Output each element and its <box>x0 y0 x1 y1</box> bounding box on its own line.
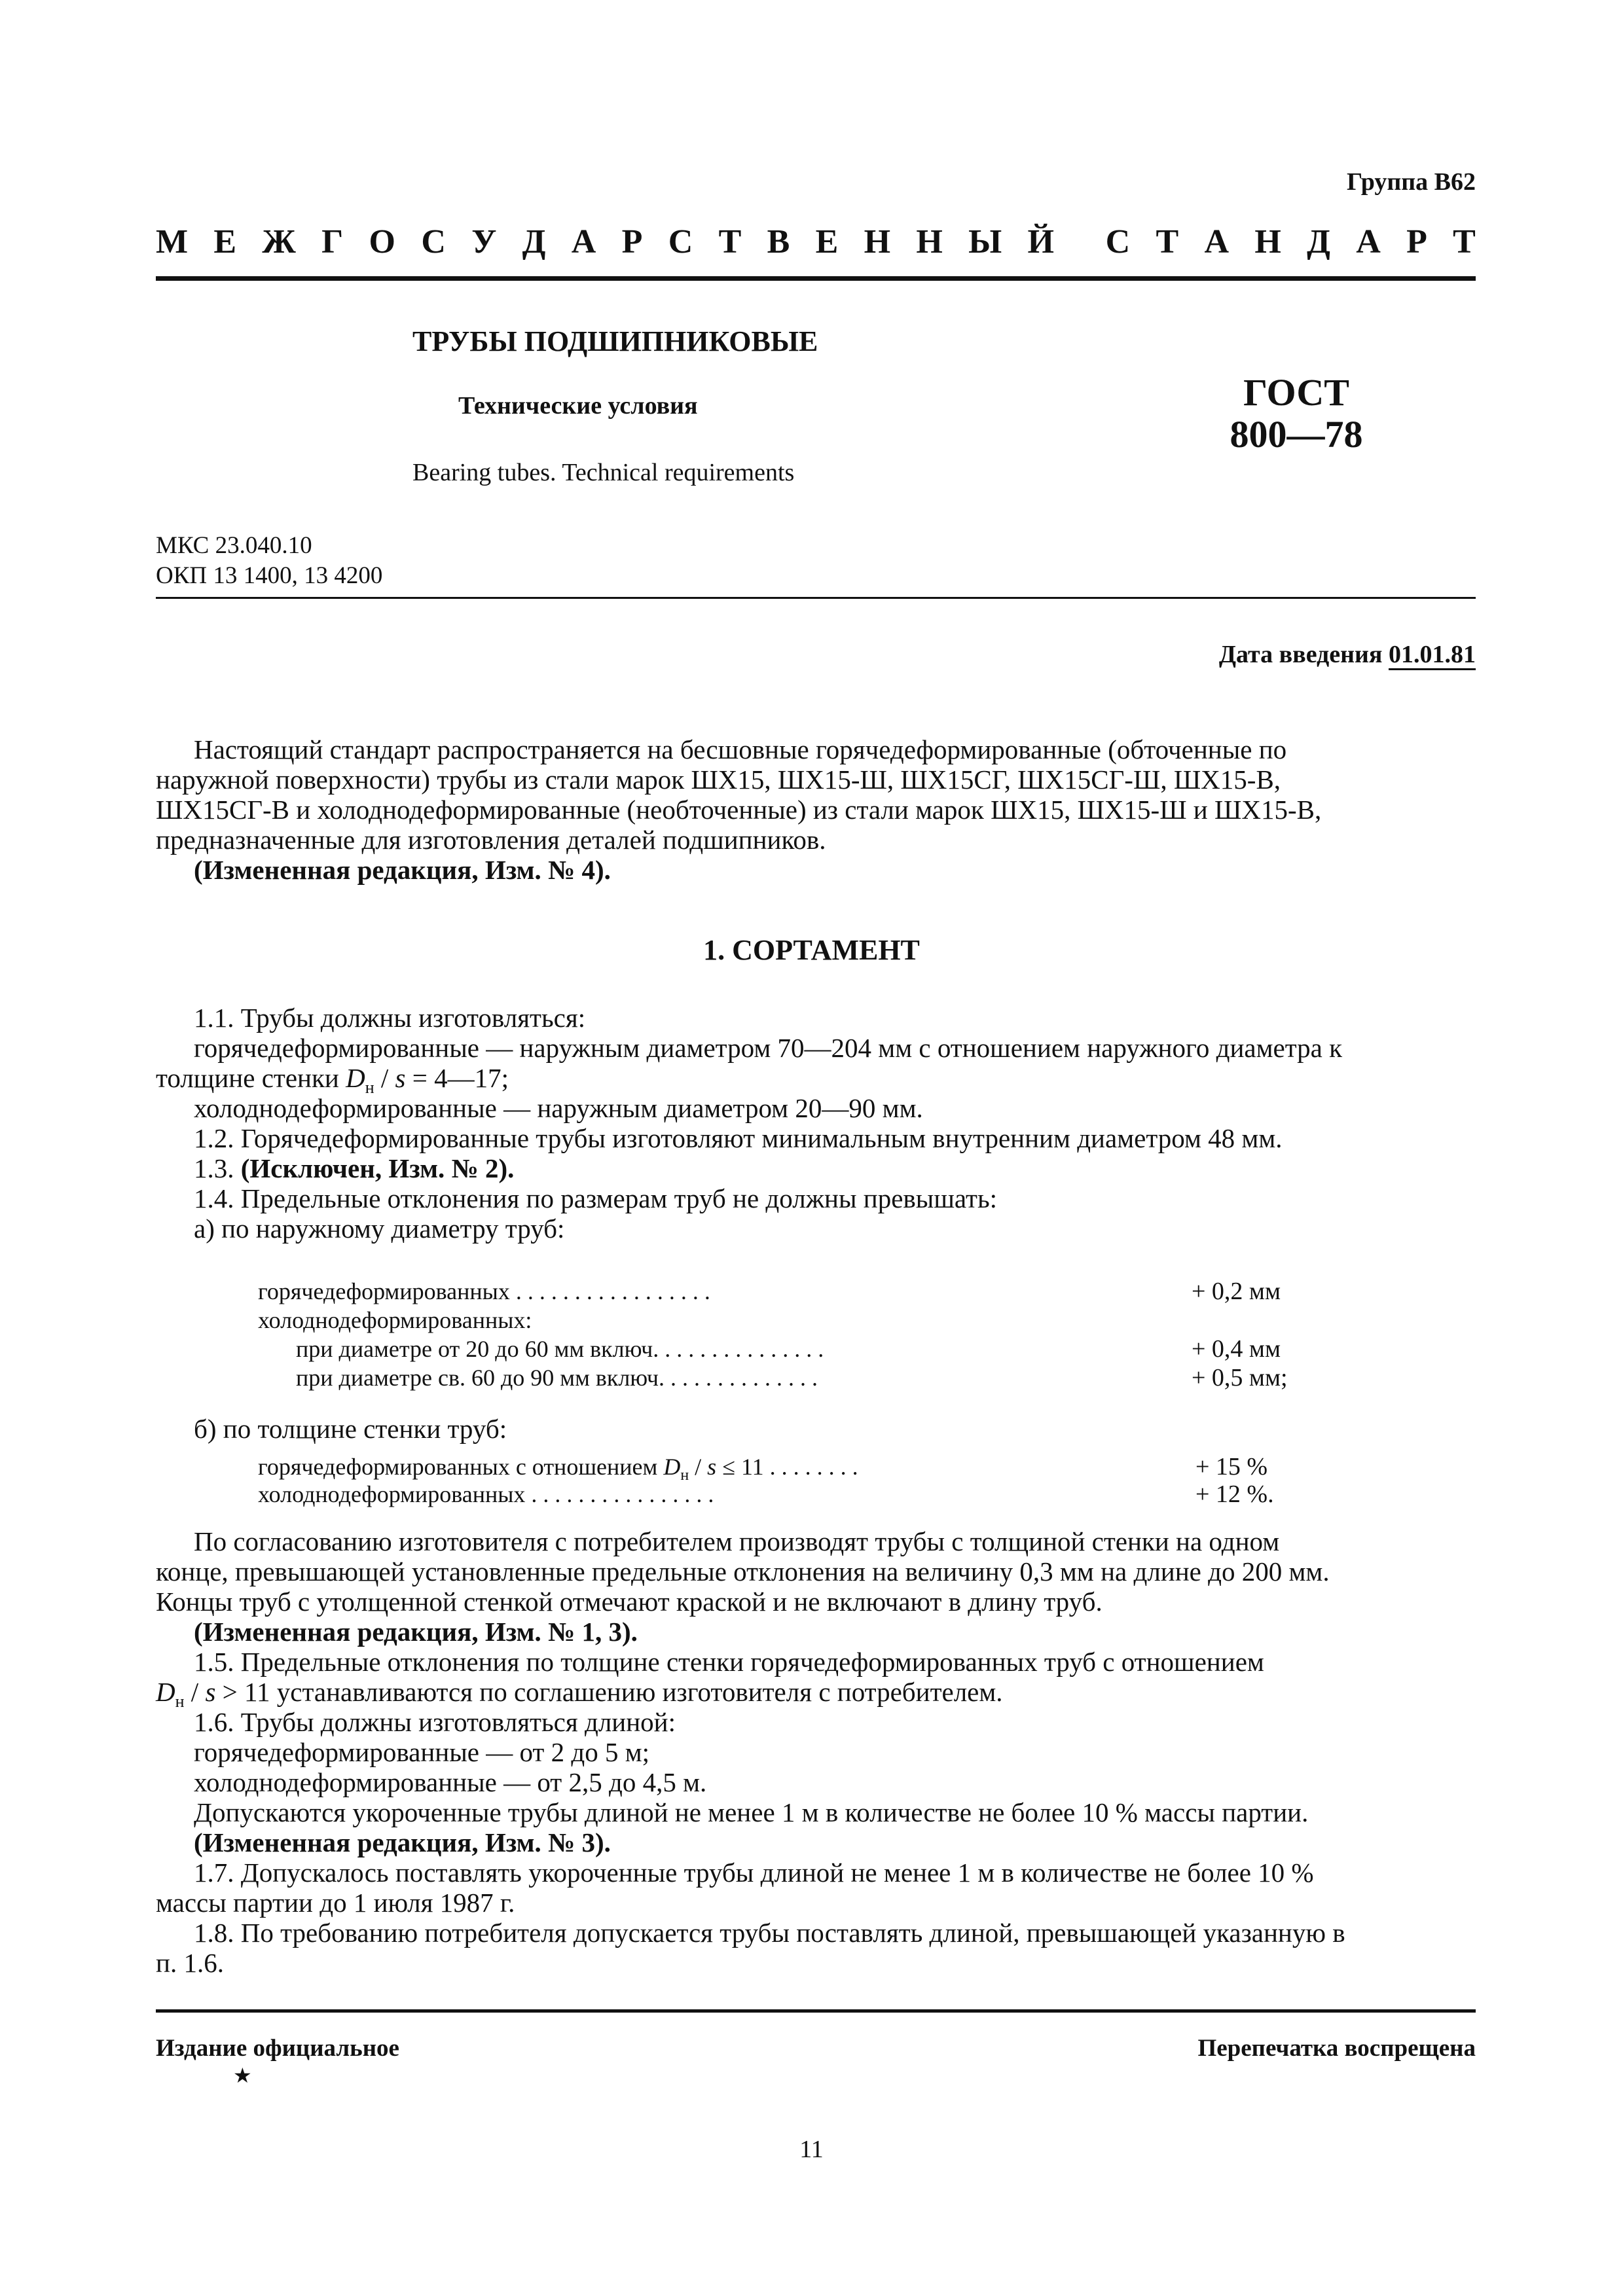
document-title: ТРУБЫ ПОДШИПНИКОВЫЕ <box>412 325 818 357</box>
clause-1-1-hot-ratio: толщине стенки $D_н$ / s = 4—17; <box>156 1063 509 1098</box>
diameter-row-label: холоднодеформированных: <box>258 1307 532 1333</box>
intro-line: ШХ15СГ-В и холоднодеформированные (необточенные) из стали марок ШХ15, ШХ15-Ш и ШХ15-В, <box>156 795 1322 825</box>
intro-line: предназначенные для изготовления деталей подшипников. <box>156 825 826 855</box>
clause-1-6-cold: холоднодеформированные — от 2,5 до 4,5 м. <box>194 1767 707 1797</box>
english-title: Bearing tubes. Technical requirements <box>412 459 795 486</box>
diameter-row-value: + 0,4 мм <box>1192 1335 1281 1363</box>
okp-code: ОКП 13 1400, 13 4200 <box>156 562 383 589</box>
intro-line: наружной поверхности) трубы из стали марок ШХ15, ШХ15-Ш, ШХ15СГ, ШХ15СГ-Ш, ШХ15-В, <box>156 764 1281 795</box>
clause-1-1-hot: горячедеформированные — наружным диаметром 70—204 мм с отношением наружного диаметра к <box>194 1033 1343 1063</box>
standard-banner <box>156 223 1476 261</box>
banner-letter: Г <box>321 223 344 260</box>
banner-letter: С <box>421 223 446 260</box>
footer-rule <box>156 2009 1476 2013</box>
banner-letter: С <box>1105 223 1131 260</box>
clause-1-5-cont: $D_н / s > 11$ устанавливаются по соглашению изготовителя с потребителем. <box>156 1677 1003 1712</box>
banner-letter: С <box>668 223 693 260</box>
reprint-prohibited: Перепечатка воспрещена <box>1197 2035 1476 2062</box>
intro-line: Настоящий стандарт распространяется на бесшовные горячедеформированные (обточенные по <box>194 734 1287 764</box>
banner-letter: А <box>1204 223 1230 260</box>
gost-label: ГОСТ <box>1243 371 1349 414</box>
banner-letter: М <box>156 223 189 260</box>
banner-letter: В <box>767 223 790 260</box>
agreement-line: По согласованию изготовителя с потребителем производят трубы с толщиной стенки на одном <box>194 1526 1280 1556</box>
clause-1-6-short: Допускаются укороченные трубы длиной не менее 1 м в количестве не более 10 % массы партии. <box>194 1797 1309 1827</box>
gost-number: 800—78 <box>1230 413 1363 456</box>
banner-letter: А <box>1356 223 1381 260</box>
intro-date-label: Дата введения <box>1218 641 1383 668</box>
wall-row-value: + 12 %. <box>1195 1480 1274 1508</box>
clause-1-4-b: б) по толщине стенки труб: <box>194 1414 507 1444</box>
section-title: 1. СОРТАМЕНТ <box>703 934 920 966</box>
diameter-row-label: при диаметре от 20 до 60 мм включ. . . . . . . . . . . . . . . <box>296 1336 824 1362</box>
revision-note: (Измененная редакция, Изм. № 3). <box>194 1827 611 1857</box>
document-subtitle: Технические условия <box>458 392 698 420</box>
banner-letter: О <box>369 223 395 260</box>
mks-code: МКС 23.040.10 <box>156 532 312 559</box>
wall-row-value: + 15 % <box>1195 1453 1268 1480</box>
codes-rule <box>156 597 1476 599</box>
banner-letter: Р <box>621 223 643 260</box>
banner-letter: Е <box>815 223 839 260</box>
banner-letter: Т <box>1453 223 1476 260</box>
banner-letter: Н <box>864 223 891 260</box>
banner-letter: Р <box>1406 223 1427 260</box>
intro-date-value: 01.01.81 <box>1389 641 1476 670</box>
group-code: Группа В62 <box>1346 168 1476 196</box>
clause-1-8-cont: п. 1.6. <box>156 1948 224 1978</box>
clause-1-2: 1.2. Горячедеформированные трубы изготовляют минимальным внутренним диаметром 48 мм. <box>194 1123 1283 1153</box>
clause-1-8: 1.8. По требованию потребителя допускается трубы поставлять длиной, превышающей указанную в <box>194 1918 1345 1948</box>
banner-letter: Д <box>1307 223 1330 260</box>
intro-date <box>1219 640 1476 669</box>
clause-1-3: 1.3. (Исключен, Изм. № 2). <box>194 1153 515 1183</box>
revision-note: (Измененная редакция, Изм. № 1, 3). <box>194 1617 638 1647</box>
clause-1-6: 1.6. Трубы должны изготовляться длиной: <box>194 1707 676 1737</box>
banner-letter: А <box>571 223 596 260</box>
diameter-row-label: при диаметре св. 60 до 90 мм включ. . . . . . . . . . . . . . <box>296 1365 818 1391</box>
banner-letter: Е <box>213 223 237 260</box>
wall-row-label: горячедеформированных с отношением $D_н / s \le 11$ . . . . . . . . <box>258 1454 858 1484</box>
banner-letter: Н <box>1254 223 1281 260</box>
header-rule <box>156 276 1476 281</box>
star-icon: ★ <box>233 2064 252 2087</box>
banner-letter: Д <box>522 223 546 260</box>
official-edition: Издание официальное <box>156 2035 399 2062</box>
banner-letter: Т <box>718 223 742 260</box>
banner-letter: Т <box>1156 223 1179 260</box>
banner-letter: Н <box>916 223 943 260</box>
banner-letter: У <box>471 223 497 260</box>
diameter-row-value: + 0,2 мм <box>1192 1278 1281 1305</box>
wall-row-label: холоднодеформированных . . . . . . . . . . . . . . . . <box>258 1481 714 1507</box>
clause-1-1: 1.1. Трубы должны изготовляться: <box>194 1003 586 1033</box>
revision-note: (Измененная редакция, Изм. № 4). <box>194 855 611 885</box>
banner-letter: Ж <box>262 223 296 260</box>
clause-1-7: 1.7. Допускалось поставлять укороченные трубы длиной не менее 1 м в количестве не более 10 % <box>194 1857 1314 1888</box>
clause-1-1-cold: холоднодеформированные — наружным диаметром 20—90 мм. <box>194 1093 923 1123</box>
clause-1-7-cont: массы партии до 1 июля 1987 г. <box>156 1888 515 1918</box>
agreement-line: конце, превышающей установленные предельные отклонения на величину 0,3 мм на длине до 200 мм. <box>156 1556 1330 1587</box>
banner-letter: Й <box>1027 223 1054 260</box>
diameter-row-value: + 0,5 мм; <box>1192 1364 1288 1391</box>
clause-1-5: 1.5. Предельные отклонения по толщине стенки горячедеформированных труб с отношением <box>194 1647 1264 1677</box>
clause-1-4: 1.4. Предельные отклонения по размерам труб не должны превышать: <box>194 1183 998 1213</box>
clause-1-4-a: а) по наружному диаметру труб: <box>194 1213 565 1244</box>
page-number: 11 <box>799 2136 824 2163</box>
clause-1-6-hot: горячедеформированные — от 2 до 5 м; <box>194 1737 650 1767</box>
agreement-line: Концы труб с утолщенной стенкой отмечают краской и не включают в длину труб. <box>156 1587 1103 1617</box>
diameter-row-label: горячедеформированных . . . . . . . . . . . . . . . . . <box>258 1278 710 1304</box>
banner-letter: Ы <box>968 223 1002 260</box>
